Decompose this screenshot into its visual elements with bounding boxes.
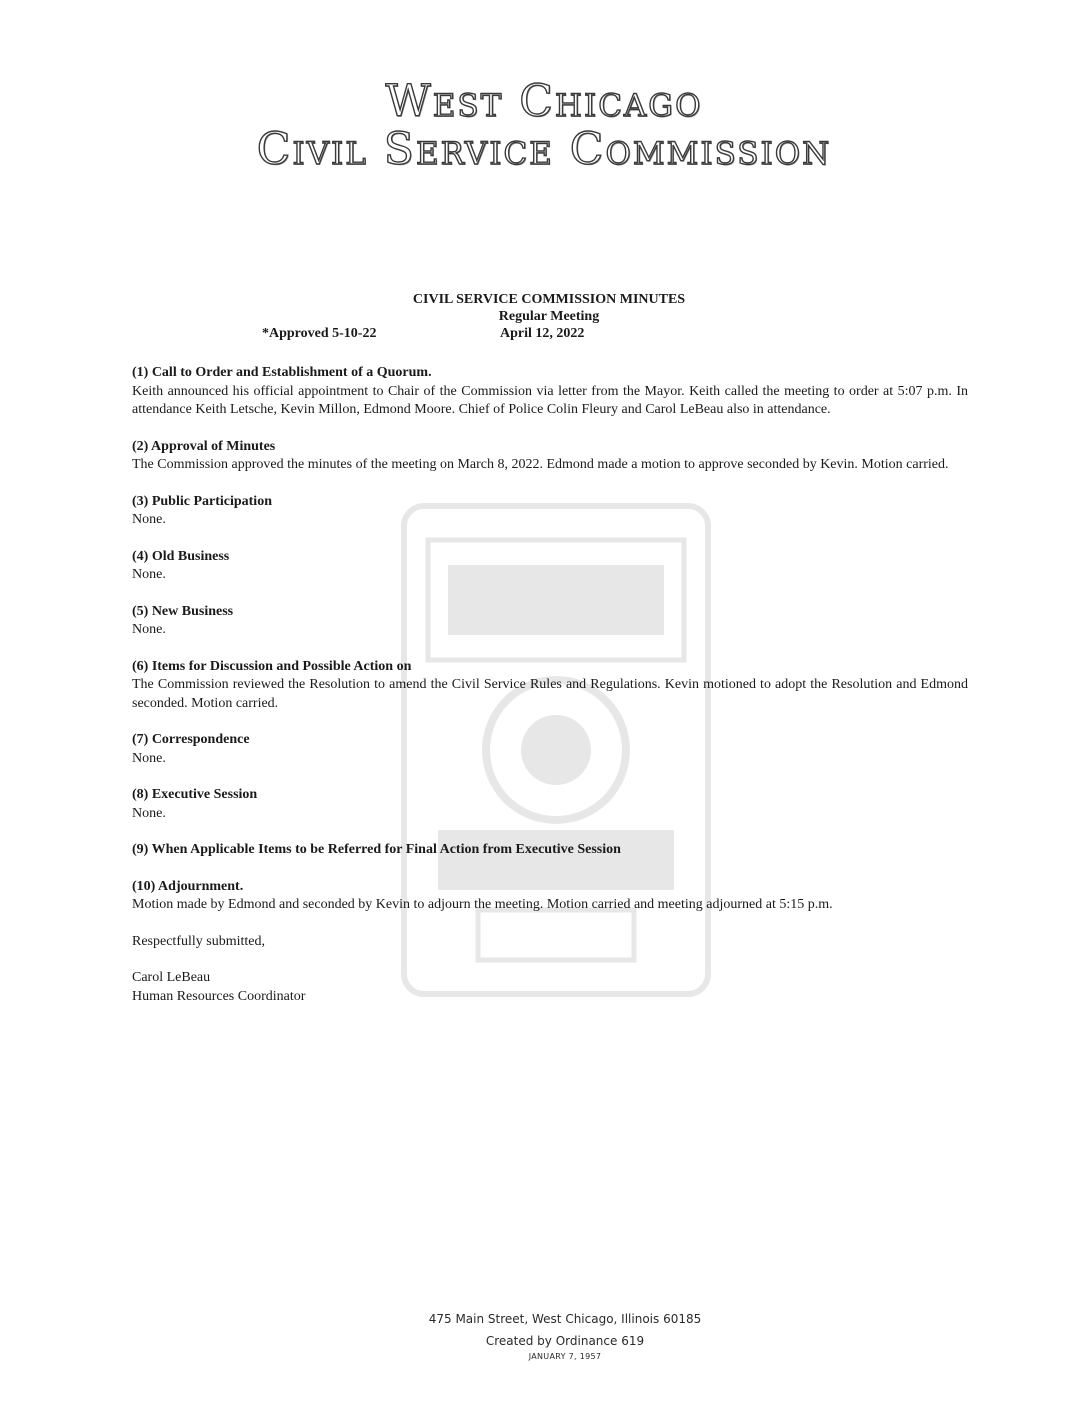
section-heading: (9) When Applicable Items to be Referred for Final Action from Executive Session xyxy=(132,842,621,857)
section-referred-items xyxy=(132,841,968,860)
signature-name: Carol LeBeau xyxy=(132,970,211,985)
section-text: Keith announced his official appointment to Chair of the Commission via letter from the Mayor. Keith called the meeting to order at 5:07 p.m. In attendance Keith Letsche, Kevin Millon, Edmond Moore. Chief of Police Colin Fleury and Carol LeBeau also in attendance. xyxy=(132,383,968,417)
footer-date: JANUARY 7, 1957 xyxy=(528,1352,602,1361)
section-heading: (7) Correspondence xyxy=(132,732,250,747)
section-heading: (8) Executive Session xyxy=(132,787,258,802)
footer xyxy=(0,1312,1088,1361)
section-heading: (10) Adjournment. xyxy=(132,878,244,894)
footer-address: 475 Main Street, West Chicago, Illinois 60185 xyxy=(428,1312,702,1326)
footer-ordinance: Created by Ordinance 619 xyxy=(485,1334,645,1348)
section-new-business xyxy=(132,603,968,640)
section-items-for-discussion xyxy=(132,658,968,714)
section-adjournment xyxy=(132,878,968,915)
section-heading: (4) Old Business xyxy=(132,548,230,564)
meeting-date: April 12, 2022 xyxy=(500,326,585,341)
section-heading: (1) Call to Order and Establishment of a Quorum. xyxy=(132,365,432,380)
section-text: The Commission approved the minutes of the meeting on March 8, 2022. Edmond made a motion to approve seconded by Kevin. Motion carried. xyxy=(132,457,949,472)
section-executive-session xyxy=(132,786,968,823)
letterhead xyxy=(0,78,1088,174)
section-heading: (3) Public Participation xyxy=(132,493,272,509)
minutes-body xyxy=(132,364,968,1006)
minutes-header xyxy=(0,292,1088,344)
section-old-business xyxy=(132,548,968,585)
section-text: None. xyxy=(132,512,166,527)
signature-block xyxy=(132,969,968,1006)
letterhead-line-1: West Chicago xyxy=(385,76,703,127)
closing-line: Respectfully submitted, xyxy=(132,933,265,949)
section-text: Motion made by Edmond and seconded by Kevin to adjourn the meeting. Motion carried and meeting adjourned at 5:15 p.m. xyxy=(132,897,833,912)
section-heading: (5) New Business xyxy=(132,603,234,619)
section-approval-of-minutes xyxy=(132,438,968,475)
minutes-title: CIVIL SERVICE COMMISSION MINUTES xyxy=(412,292,686,307)
section-text: None. xyxy=(132,750,166,766)
letterhead-line-2: Civil Service Commission xyxy=(256,124,832,175)
section-text: None. xyxy=(132,622,166,637)
section-public-participation xyxy=(132,493,968,530)
section-heading: (6) Items for Discussion and Possible Action on xyxy=(132,658,412,674)
section-text: None. xyxy=(132,567,166,582)
approval-note: *Approved 5-10-22 xyxy=(262,326,377,341)
meeting-type: Regular Meeting xyxy=(498,309,600,324)
section-text: None. xyxy=(132,805,166,821)
section-text: The Commission reviewed the Resolution to amend the Civil Service Rules and Regulations. Kevin motioned to adopt the Resolution and Edmond seconded. Motion carried. xyxy=(132,677,968,711)
signature-title: Human Resources Coordinator xyxy=(132,988,306,1004)
section-heading: (2) Approval of Minutes xyxy=(132,438,276,454)
section-call-to-order xyxy=(132,364,968,420)
section-correspondence xyxy=(132,731,968,768)
